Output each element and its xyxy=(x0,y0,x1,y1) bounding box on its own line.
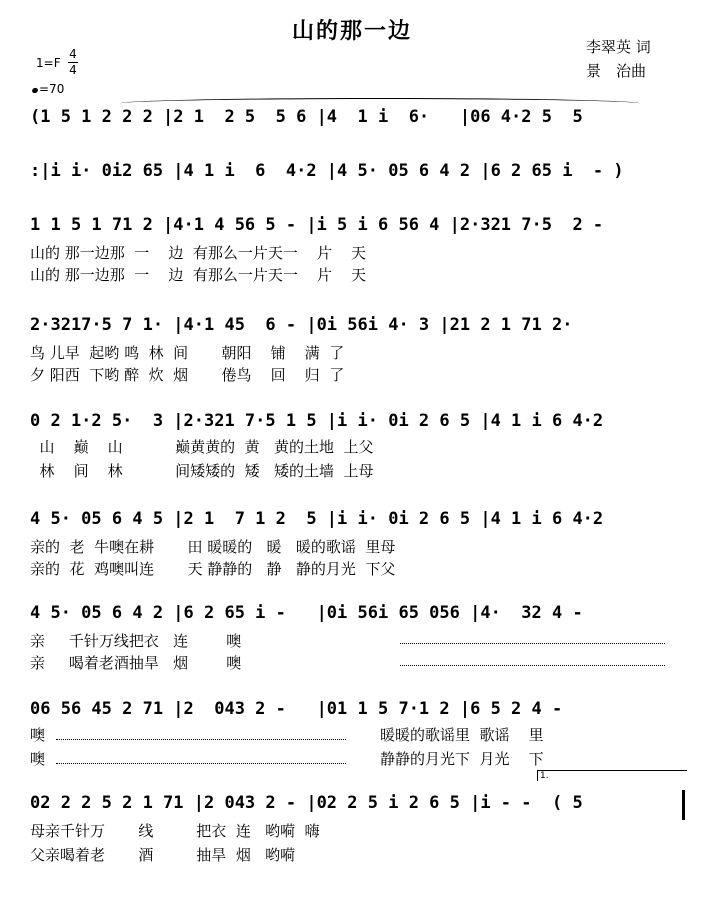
notation-row: 2·3217·5 7 1· |4·1 45 6 - |0i 56i 4· 3 |21 2 1 71 2· xyxy=(30,315,573,335)
lyric-row: 鸟 儿早 起哟 鸣 林 间 朝阳 铺 满 了 xyxy=(30,344,345,362)
lyric-row: 山 巅 山 巅黄黄的 黄 黄的土地 上父 xyxy=(30,438,374,456)
notation-row: 1 1 5 1 71 2 |4·1 4 56 5 - |i 5 i 6 56 4 |2·321 7·5 2 - xyxy=(30,215,604,235)
notation-row: :|i i· 0i2 65 |4 1 i 6 4·2 |4 5· 05 6 4 2 |6 2 65 i - ) xyxy=(30,161,624,181)
continuation-dots xyxy=(400,664,665,666)
lyric-row: 父亲喝着老 酒 抽旱 烟 哟嗬 xyxy=(30,846,296,864)
song-title: 山的那一边 xyxy=(291,18,412,44)
lyric-row: 夕 阳西 下哟 醉 炊 烟 倦鸟 回 归 了 xyxy=(30,366,345,384)
time-signature xyxy=(68,48,78,77)
lyric-row: 亲 喝着老酒抽旱 烟 噢 xyxy=(30,654,242,672)
lyric-row: 林 间 林 间矮矮的 矮 矮的土墙 上母 xyxy=(30,462,374,480)
score-line-2 xyxy=(30,158,685,200)
time-signature-bottom: 4 xyxy=(69,63,77,77)
tempo-value: =70 xyxy=(39,82,65,96)
time-signature-top: 4 xyxy=(69,47,77,61)
composer-credit: 景 治曲 xyxy=(586,62,647,80)
lyric-row: 山的 那一边那 一 边 有那么一片天一 片 天 xyxy=(30,266,367,284)
notation-row: 02 2 2 5 2 1 71 |2 043 2 - |02 2 5 i 2 6 5 |i - - ( 5 xyxy=(30,793,583,813)
lyric-row: 噢 xyxy=(30,750,46,768)
notation-row: 0 2 1·2 5· 3 |2·321 7·5 1 5 |i i· 0i 2 6 5 |4 1 i 6 4·2 xyxy=(30,411,604,431)
lyric-row-right: 静静的月光下 月光 下 xyxy=(380,750,544,768)
notation-row: (1 5 1 2 2 2 |2 1 2 5 5 6 |4 1 i 6· |06 4·2 5 5 xyxy=(30,107,583,127)
lyric-row: 噢 xyxy=(30,726,46,744)
notation-row: 4 5· 05 6 4 2 |6 2 65 i - |0i 56i 65 056 |4· 32 4 - xyxy=(30,603,583,623)
continuation-dots xyxy=(56,762,346,764)
final-barline xyxy=(682,790,685,820)
quarter-note-icon xyxy=(31,87,38,94)
lyric-row-right: 暖暖的歌谣里 歌谣 里 xyxy=(380,726,544,744)
score-line-1 xyxy=(30,104,685,146)
lyric-row: 山的 那一边那 一 边 有那么一片天一 片 天 xyxy=(30,244,367,262)
lyric-row: 亲 千针万线把衣 连 噢 xyxy=(30,632,242,650)
lyric-row: 亲的 花 鸡噢叫连 天 静静的 静 静的月光 下父 xyxy=(30,560,396,578)
lyricist-credit: 李翠英 词 xyxy=(586,38,651,56)
continuation-dots xyxy=(400,642,665,644)
notation-row: 4 5· 05 6 4 5 |2 1 7 1 2 5 |i i· 0i 2 6 5 |4 1 i 6 4·2 xyxy=(30,509,604,529)
tempo-marking xyxy=(32,82,64,96)
phrase-slur xyxy=(120,98,640,109)
lyric-row: 母亲千针万 线 把衣 连 哟嗬 嗨 xyxy=(30,822,320,840)
lyric-row: 亲的 老 牛噢在耕 田 暖暖的 暖 暖的歌谣 里母 xyxy=(30,538,396,556)
notation-row: 06 56 45 2 71 |2 043 2 - |01 1 5 7·1 2 |6 5 2 4 - xyxy=(30,699,563,719)
volta-bracket: 1. xyxy=(537,770,687,781)
key-signature: 1=F xyxy=(36,56,61,70)
continuation-dots xyxy=(56,738,346,740)
